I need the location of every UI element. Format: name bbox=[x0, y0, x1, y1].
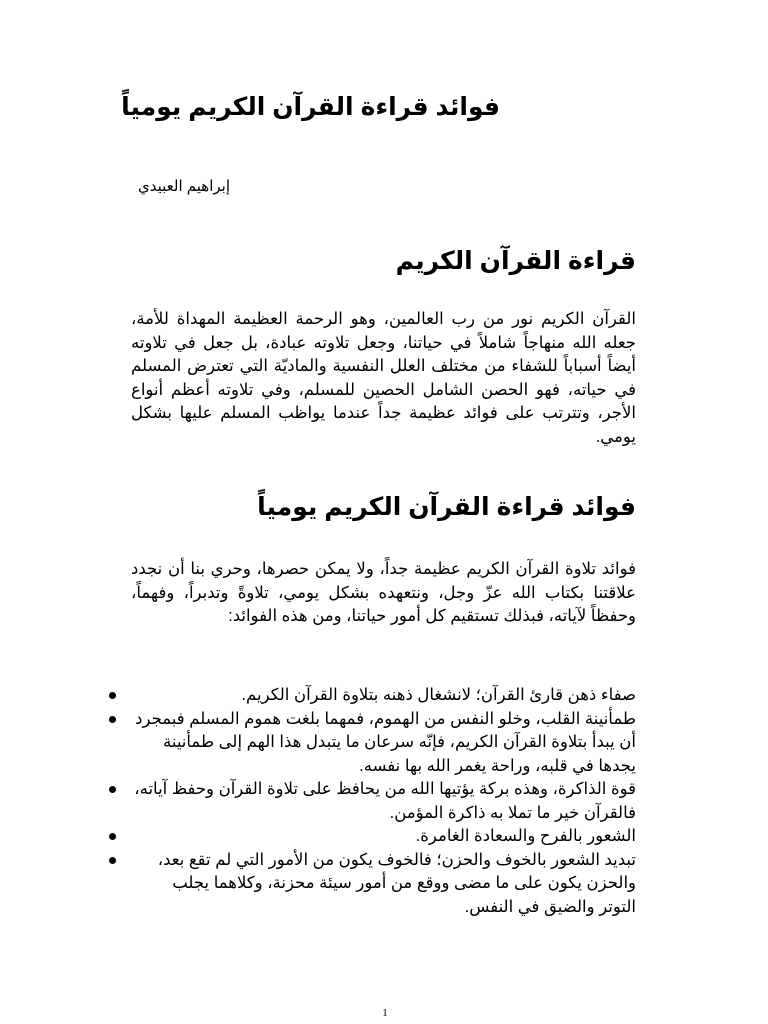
bullet-icon bbox=[109, 833, 116, 840]
author-name: إبراهيم العبيدي bbox=[137, 178, 230, 195]
list-item-text: صفاء ذهن قارئ القرآن؛ لانشغال ذهنه بتلاوة القرآن الكريم. bbox=[241, 686, 636, 704]
benefits-list bbox=[131, 684, 636, 919]
list-item bbox=[131, 825, 636, 849]
section-heading-quran-reading: قراءة القرآن الكريم bbox=[395, 247, 636, 275]
bullet-icon bbox=[109, 692, 116, 699]
page-number: 1 bbox=[382, 1007, 388, 1019]
document-title: فوائد قراءة القرآن الكريم يومياً bbox=[121, 93, 500, 121]
list-item-text: قوة الذاكرة، وهذه بركة يؤتيها الله من يحافظ على تلاوة القرآن وحفظ آياته، فالقرآن خير ما تملا به ذاكرة المؤمن. bbox=[134, 780, 636, 822]
bullet-icon bbox=[109, 786, 116, 793]
list-item bbox=[131, 684, 636, 708]
intro-paragraph: القرآن الكريم نور من رب العالمين، وهو الرحمة العظيمة المهداة للأمة، جعله الله منهاجاً شاملاً في حياتنا، وجعل تلاوته عبادة، بل جعل في تلاوته أيضاً أسباباً للشفاء من مختلف العلل النفسية والماديّة التي تعترض المسلم في حياته، فهو الحصن الشامل الحصين للمسلم، وفي تلاوته أعظم أنواع الأجر، وتترتب على فوائد عظيمة جداً عندما يواظب المسلم عليها بشكل يومي. bbox=[131, 310, 636, 446]
list-item bbox=[131, 849, 636, 920]
list-item bbox=[131, 708, 636, 779]
list-item bbox=[131, 778, 636, 825]
bullet-icon bbox=[109, 857, 116, 864]
list-item-text: الشعور بالفرح والسعادة الغامرة. bbox=[415, 827, 636, 845]
list-item-text: طمأنينة القلب، وخلو النفس من الهموم، فمهما بلغت هموم المسلم فبمجرد أن يبدأ بتلاوة القرآن الكريم، فإنّه سرعان ما يتبدل هذا الهم إلى طمأنينة يجدها في قلبه، وراحة يغمر الله بها نفسه. bbox=[135, 709, 636, 775]
benefits-paragraph: فوائد تلاوة القرآن الكريم عظيمة جداً، ولا يمكن حصرها، وحري بنا أن نجدد علاقتنا بكتاب الله عزّ وجل، ونتعهده بشكل يومي، تلاوةً وتدبراً، وفهماً، وحفظاً لآياته، فبذلك تستقيم كل أمور حياتنا، ومن هذه الفوائد: bbox=[131, 560, 636, 625]
section-heading-benefits: فوائد قراءة القرآن الكريم يومياً bbox=[257, 493, 636, 521]
bullet-icon bbox=[109, 716, 116, 723]
list-item-text: تبديد الشعور بالخوف والحزن؛ فالخوف يكون من الأمور التي لم تقع بعد، والحزن يكون على ما مضى ووقع من أمور سيئة محزنة، وكلاهما يجلب التوتر والضيق في النفس. bbox=[157, 850, 636, 916]
